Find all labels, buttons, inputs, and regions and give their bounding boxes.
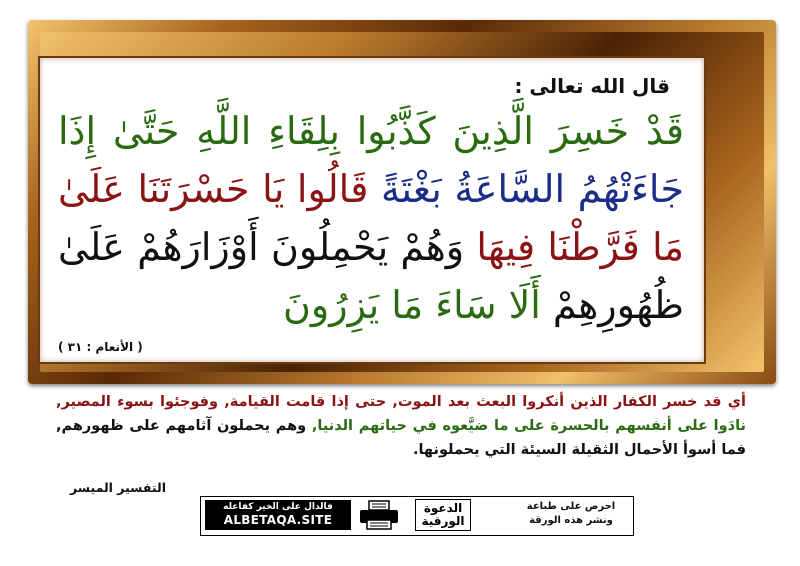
footer-proverb: فالدال على الخير كفاعله — [223, 502, 333, 512]
tafsir-segment-3: وهم يحملون آثامهم على ظهورهم, فما أسوأ الأحمال الثقيلة السيئة التي يحملونها. — [56, 418, 746, 458]
tafsir-text — [56, 390, 746, 462]
website-box — [205, 500, 351, 530]
verse-segment-6: أَلَا سَاءَ مَا يَزِرُونَ — [283, 283, 541, 327]
footer-cta-line-1: احرص على طباعة — [526, 501, 616, 512]
verse-segment-2: جَاءَتْهُمُ السَّاعَةُ بَغْتَةً — [368, 167, 684, 211]
website-url: ALBETAQA.SITE — [223, 513, 333, 527]
dawah-logo — [415, 499, 471, 531]
tafsir-source: التفسير الميسر — [70, 480, 166, 495]
verse-segment-5: وَهُمْ يَحْمِلُونَ أَوْزَارَهُمْ عَلَىٰ ظُهُورِهِمْ — [58, 225, 684, 327]
footer-cta-line-2: ونشر هذه الورقة — [529, 515, 613, 526]
tafsir-segment-2: نادَوا على أنفسهم بالحسرة على ما ضيَّعوه في حياتهم الدنيا, — [306, 418, 746, 434]
verse-text — [58, 102, 684, 334]
verse-segment-4: مَا فَرَّطْنَا فِيهَا — [464, 225, 684, 269]
footer-banner — [200, 496, 634, 536]
verse-segment-1: قَدْ خَسِرَ الَّذِينَ كَذَّبُوا بِلِقَاءِ اللَّهِ حَتَّىٰ إِذَا — [58, 109, 684, 153]
footer-call-to-action — [515, 500, 627, 528]
verse-segment-3: قَالُوا يَا حَسْرَتَنَا عَلَىٰ — [58, 167, 369, 211]
verse-reference: ( الأنعام : ٣١ ) — [58, 340, 143, 354]
printer-icon — [357, 500, 401, 530]
tafsir-segment-1: أي قد خسر الكفار الذين أنكروا البعث بعد الموت, حتى إذا قامت القيامة, وفوجئوا بسوء المصير, — [56, 394, 746, 410]
verse-heading: قال الله تعالى : — [514, 74, 670, 98]
verse-panel — [38, 56, 706, 364]
logo-line-1: الدعوة — [423, 501, 463, 515]
logo-line-2: الورقية — [421, 514, 465, 528]
